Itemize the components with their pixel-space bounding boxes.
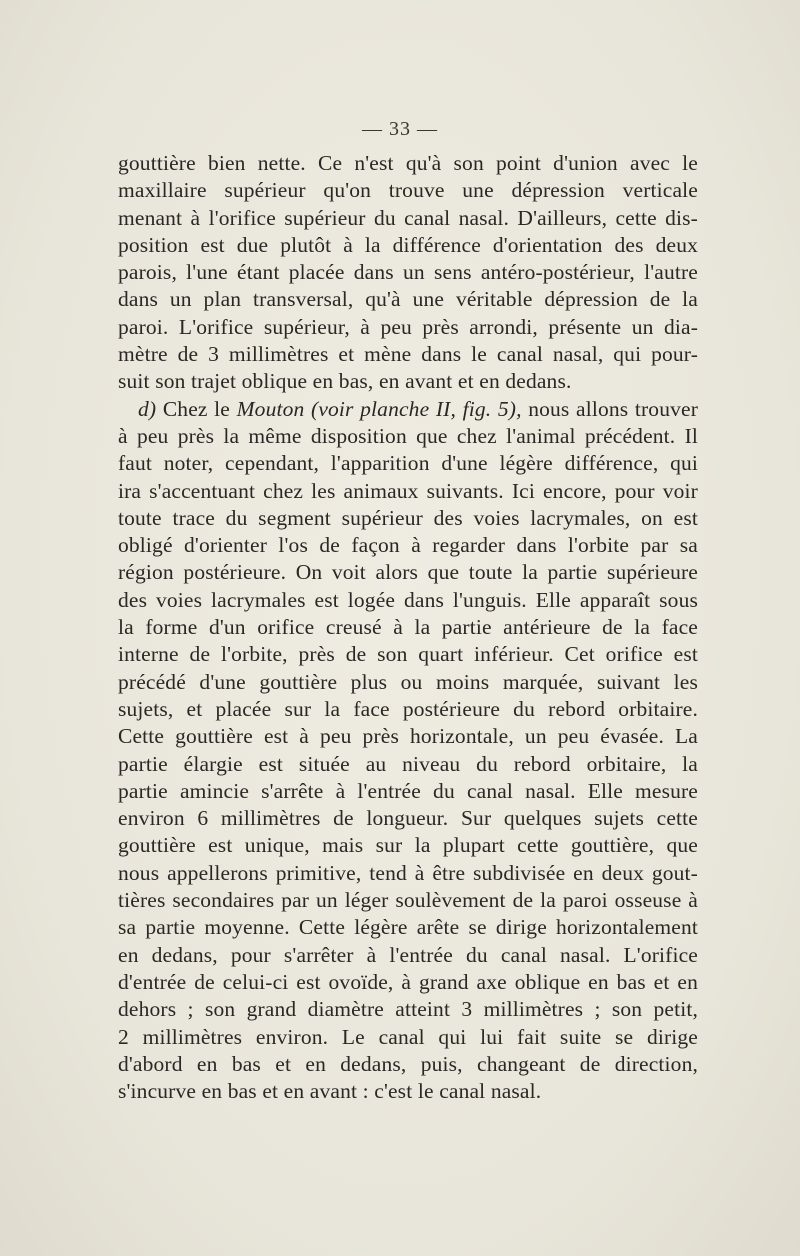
text-line: dehors ; son grand diamètre atteint 3 millimètres ; son petit, — [118, 997, 698, 1022]
text-line: sa partie moyenne. Cette légère arête se dirige horizontalement — [118, 915, 698, 940]
text-line: gouttière bien nette. Ce n'est qu'à son point d'union avec le — [118, 151, 698, 175]
line-text-post: nous allons trouver — [521, 396, 699, 421]
text-line: dans un plan transversal, qu'à une véritable dépression de la — [118, 287, 698, 312]
body-text — [118, 150, 698, 1105]
text-line: mètre de 3 millimètres et mène dans le canal nasal, qui pour- — [118, 342, 698, 367]
text-line: parois, l'une étant placée dans un sens antéro-postérieur, l'autre — [118, 260, 698, 285]
text-line: toute trace du segment supérieur des voies lacrymales, on est — [118, 505, 698, 530]
text-line: interne de l'orbite, près de son quart inférieur. Cet orifice est — [118, 642, 698, 667]
text-line: à peu près la même disposition que chez l'animal précédent. Il — [118, 423, 698, 448]
text-line: obligé d'orienter l'os de façon à regarder dans l'orbite par sa — [118, 533, 698, 558]
text-line: position est due plutôt à la différence d'orientation des deux — [118, 232, 698, 257]
figure-reference: (voir planche II, fig. 5), — [311, 396, 522, 421]
text-line: tières secondaires par un léger soulèvement de la paroi osseuse à — [118, 888, 698, 913]
text-line: région postérieure. On voit alors que toute la partie supérieure — [118, 560, 698, 585]
text-line: précédé d'une gouttière plus ou moins marquée, suivant les — [118, 669, 698, 694]
text-line: s'incurve en bas et en avant : c'est le canal nasal. — [118, 1079, 542, 1104]
text-line: faut noter, cependant, l'apparition d'une légère différence, qui — [118, 451, 698, 476]
text-line: environ 6 millimètres de longueur. Sur quelques sujets cette — [118, 806, 698, 831]
paragraph-2 — [118, 423, 698, 1105]
text-line: 2 millimètres environ. Le canal qui lui fait suite se dirige — [118, 1024, 698, 1049]
text-line: sujets, et placée sur la face postérieure du rebord orbitaire. — [118, 696, 698, 721]
text-line: gouttière est unique, mais sur la plupart cette gouttière, que — [118, 833, 698, 858]
text-line: partie élargie est située au niveau du rebord orbitaire, la — [118, 751, 698, 776]
text-line: ira s'accentuant chez les animaux suivants. Ici encore, pour voir — [118, 478, 698, 503]
text-line: suit son trajet oblique en bas, en avant et en dedans. — [118, 369, 572, 394]
animal-name: Mouton — [236, 396, 305, 421]
text-line: paroi. L'orifice supérieur, à peu près arrondi, présente un dia- — [118, 314, 698, 339]
text-line: Cette gouttière est à peu près horizontale, un peu évasée. La — [118, 724, 698, 749]
paragraph-2-first-line — [118, 396, 698, 423]
text-line: des voies lacrymales est logée dans l'unguis. Elle apparaît sous — [118, 587, 698, 612]
text-line: menant à l'orifice supérieur du canal nasal. D'ailleurs, cette dis- — [118, 205, 698, 230]
text-line: partie amincie s'arrête à l'entrée du canal nasal. Elle mesure — [118, 778, 698, 803]
page-number: — 33 — — [362, 118, 438, 140]
text-line: d'abord en bas et en dedans, puis, changeant de direction, — [118, 1051, 698, 1076]
text-line: d'entrée de celui-ci est ovoïde, à grand axe oblique en bas et en — [118, 969, 698, 994]
paragraph-1 — [118, 150, 698, 396]
text-line: nous appellerons primitive, tend à être subdivisée en deux gout- — [118, 860, 698, 885]
text-line: maxillaire supérieur qu'on trouve une dépression verticale — [118, 178, 698, 203]
text-line: la forme d'un orifice creusé à la partie antérieure de la face — [118, 615, 698, 640]
text-line: en dedans, pour s'arrêter à l'entrée du canal nasal. L'orifice — [118, 942, 698, 967]
list-marker: d) — [138, 396, 157, 421]
line-text-pre: Chez le — [156, 396, 237, 421]
